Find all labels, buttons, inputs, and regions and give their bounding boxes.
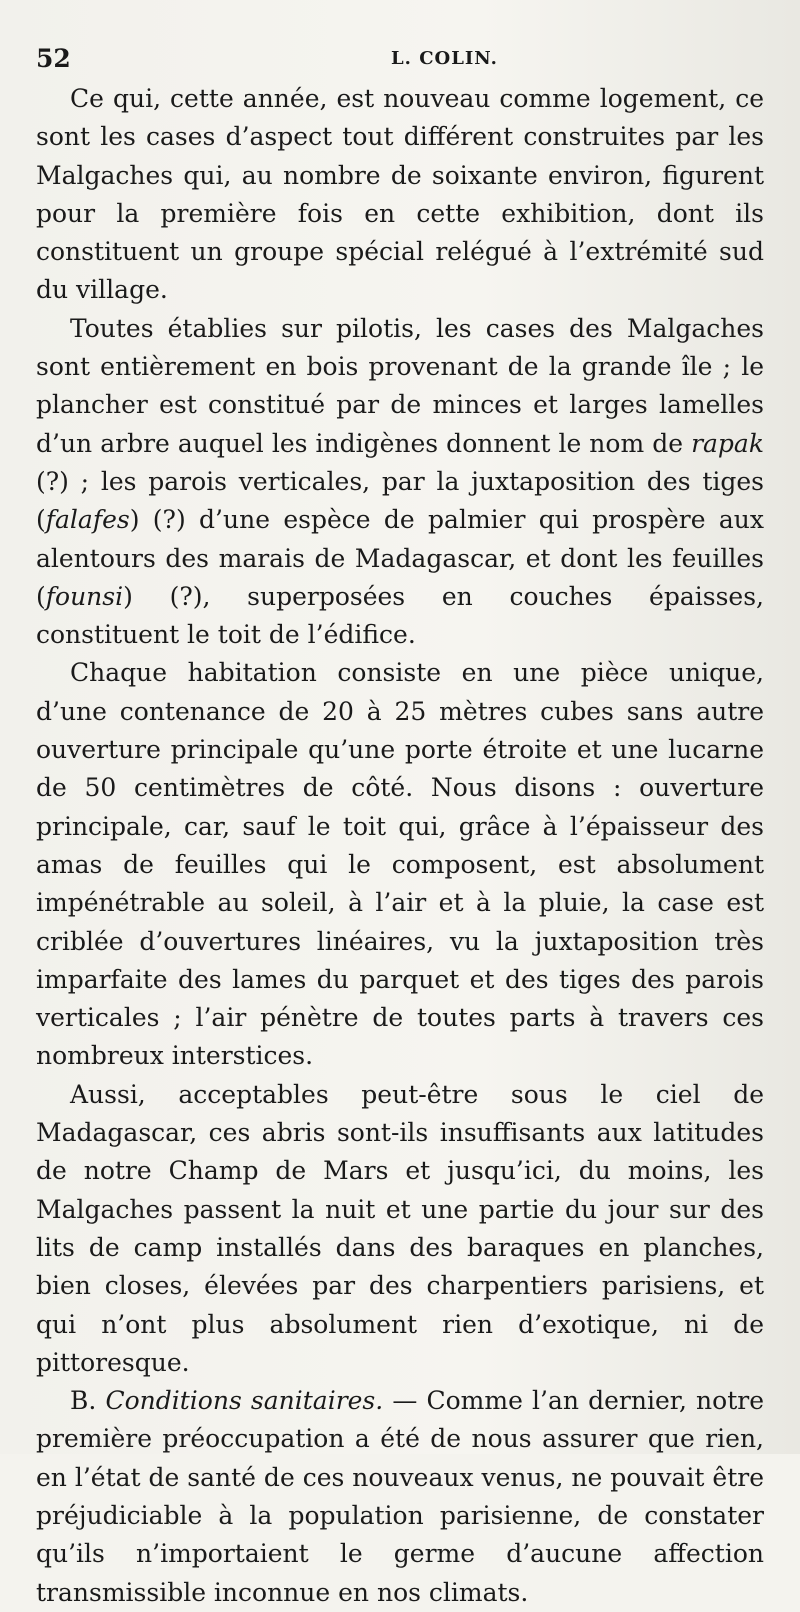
paragraph-text: — Comme l’an dernier, notre première préoccupation a été de nous assurer que rien, en l’état de santé de ces nouveaux venus, ne pouvait être préjudiciable à la population parisienne, de constater qu’ils n’importaient le germe d’aucune affection transmissible inconnue en nos climats. [36, 1386, 764, 1607]
term-founsi: founsi [45, 581, 124, 611]
term-rapak: rapak [691, 428, 764, 458]
paragraph-housing-intro [36, 80, 764, 310]
page-number: 52 [36, 44, 71, 73]
paragraph-text: Ce qui, cette année, est nouveau comme logement, ce sont les cases d’aspect tout différent construites par les Malgaches qui, au nombre de soixante environ, figurent pour la première fois en cette exhibition, dont ils constituent un groupe spécial relégué à l’extrémité sud du village. [36, 84, 764, 305]
paragraph-sanitary [36, 1382, 764, 1612]
paragraph-shelters [36, 1076, 764, 1382]
paragraph-dwelling [36, 654, 764, 1075]
paragraph-text: Chaque habitation consiste en une pièce unique, d’une contenance de 20 à 25 mètres cubes sans autre ouverture principale qu’une porte étroite et une lucarne de 50 centimètres de côté. Nous disons : ouverture principale, car, sauf le toit qui, grâce à l’épaisseur des amas de feuilles qui le composent, est absolument impénétrable au soleil, à l’air et à la pluie, la case est criblée d’ouvertures linéaires, vu la juxtaposition très imparfaite des lames du parquet et des tiges des parois verticales ; l’air pénètre de toutes parts à travers ces nombreux interstices. [36, 658, 764, 1071]
paragraph-text: ) (?) d’une espèce de palmier qui prospère aux alentours des marais de Madagascar, et dont les feuilles ( [36, 505, 764, 611]
paragraph-construction [36, 310, 764, 655]
body-text [36, 80, 764, 1612]
section-heading: Conditions sanitaires. [105, 1386, 384, 1416]
paragraph-text: Toutes établies sur pilotis, les cases des Malgaches sont entièrement en bois provenant de la grande île ; le plancher est constitué par de minces et larges lamelles d’un arbre auquel les indigènes donnent le nom de [36, 313, 764, 458]
section-label: B. [70, 1386, 97, 1416]
paragraph-text: Aussi, acceptables peut-être sous le ciel de Madagascar, ces abris sont-ils insuffisants aux latitudes de notre Champ de Mars et jusqu’ici, du moins, les Malgaches passent la nuit et une partie du jour sur des lits de camp installés dans des baraques en planches, bien closes, élevées par des charpentiers parisiens, et qui n’ont plus absolument rien d’exotique, ni de pittoresque. [36, 1079, 764, 1377]
paragraph-text: (?) ; les parois verticales, par la juxtaposition des tiges ( [36, 466, 764, 535]
term-falafes: falafes [45, 505, 130, 535]
page-header [36, 44, 776, 78]
paragraph-text: ) (?), superposées en couches épaisses, constituent le toit de l’édifice. [36, 581, 764, 650]
running-head: L. COLIN. [391, 48, 498, 69]
